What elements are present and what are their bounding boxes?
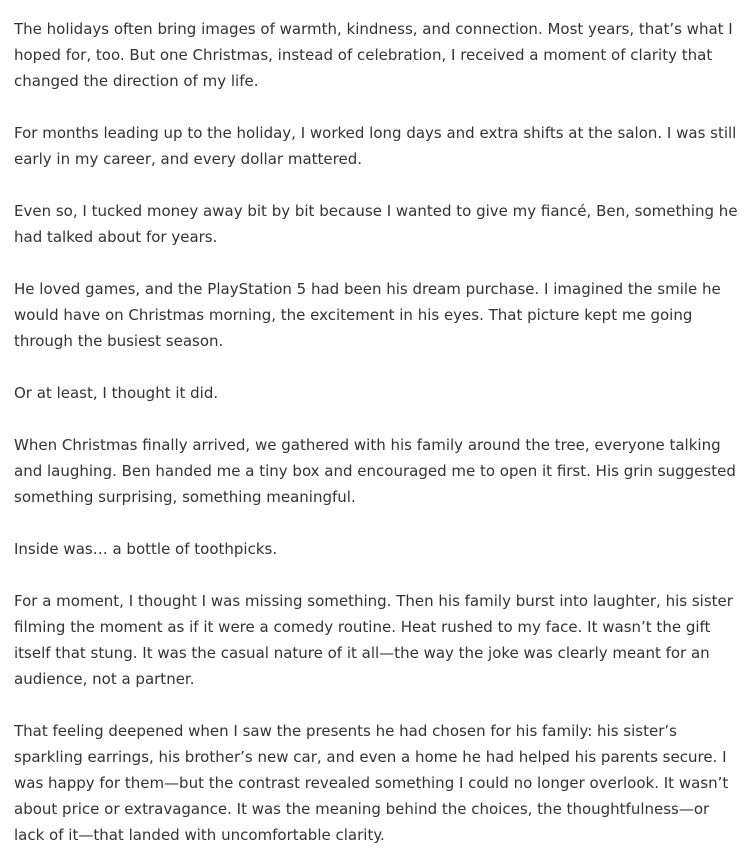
paragraph: He loved games, and the PlayStation 5 had been his dream purchase. I imagined the smile he would have on Christmas morning, the excitement in his eyes. That picture kept me going through the busiest season.: [14, 280, 721, 350]
paragraph: Even so, I tucked money away bit by bit because I wanted to give my fiancé, Ben, something he had talked about for years.: [14, 202, 738, 246]
paragraph: That feeling deepened when I saw the presents he had chosen for his family: his sister’s sparkling earrings, his brother’s new car, and even a home he had helped his parents secure. I was happy for them—but the contrast revealed something I could no longer overlook. It wasn’t about price or extravagance. It was the meaning behind the choices, the thoughtfulness—or lack of it—that landed with uncomfortable clarity.: [14, 722, 729, 844]
paragraph: When Christmas finally arrived, we gathered with his family around the tree, everyone talking and laughing. Ben handed me a tiny box and encouraged me to open it first. His grin suggested something surprising, something meaningful.: [14, 436, 736, 506]
paragraph: Or at least, I thought it did.: [14, 384, 219, 402]
paragraph: For a moment, I thought I was missing something. Then his family burst into laughter, his sister filming the moment as if it were a comedy routine. Heat rushed to my face. It wasn’t the gift itself that stung. It was the casual nature of it all—the way the joke was clearly meant for an audience, not a partner.: [14, 592, 733, 688]
paragraph: The holidays often bring images of warmth, kindness, and connection. Most years, that’s what I hoped for, too. But one Christmas, instead of celebration, I received a moment of clarity that changed the direction of my life.: [14, 20, 733, 90]
paragraph: Inside was… a bottle of toothpicks.: [14, 540, 278, 558]
paragraph: For months leading up to the holiday, I worked long days and extra shifts at the salon. I was still early in my career, and every dollar mattered.: [14, 124, 737, 168]
